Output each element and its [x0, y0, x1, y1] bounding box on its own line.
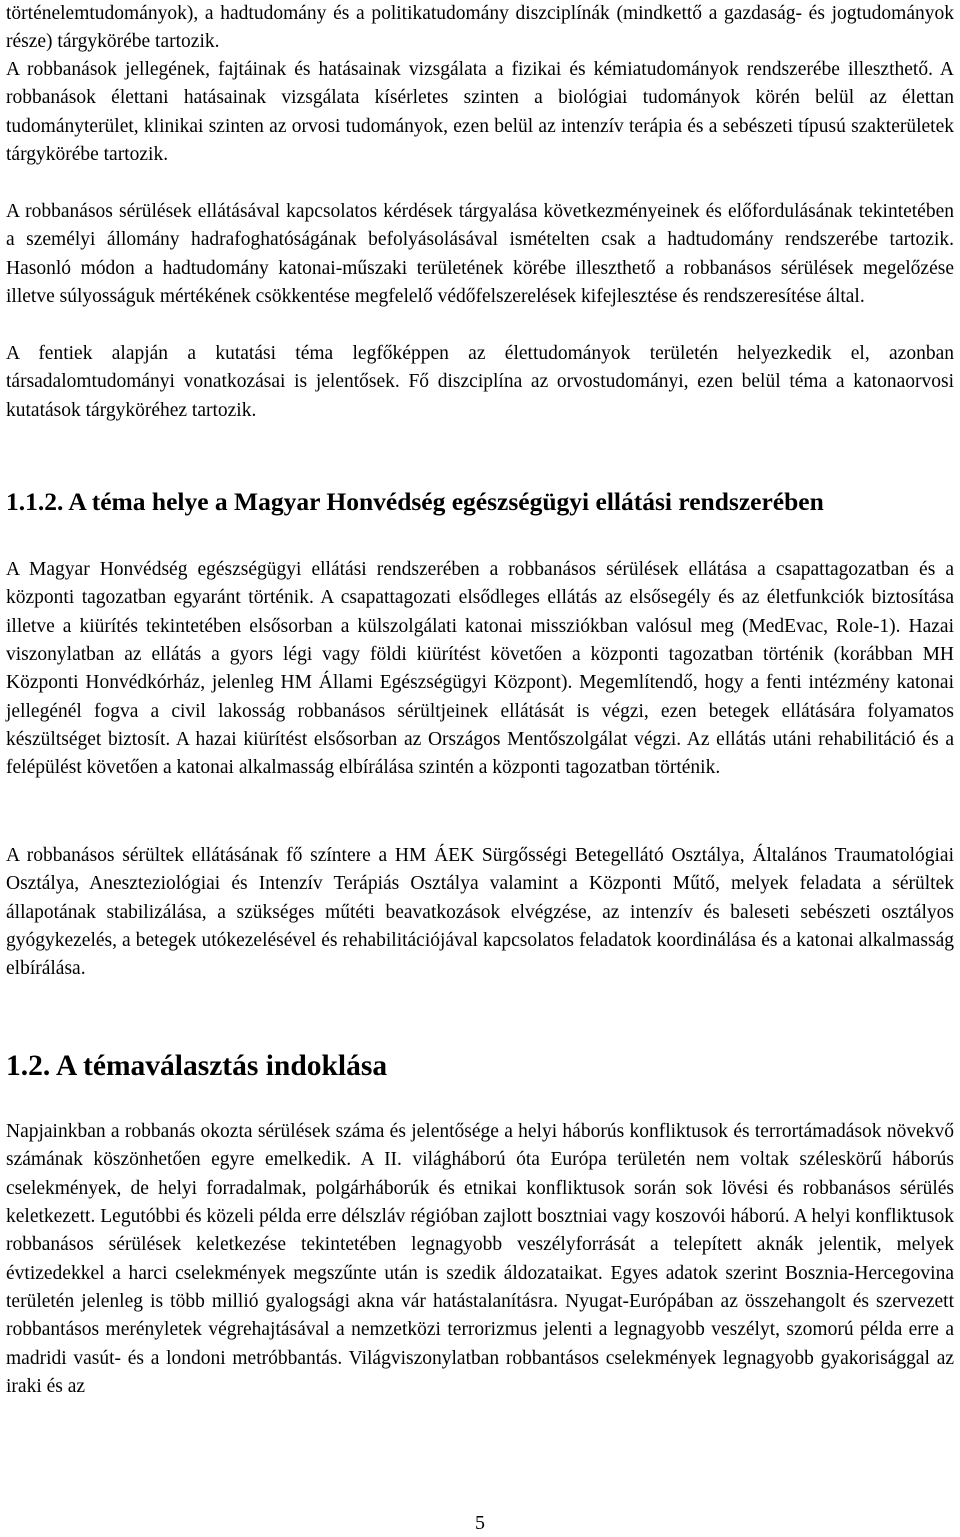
- section-heading-1-1-2: 1.1.2. A téma helye a Magyar Honvédség egészségügyi ellátási rendszerében: [6, 487, 824, 516]
- paragraph-topic-justification: Napjainkban a robbanás okozta sérülések száma és jelentősége a helyi háborús konfliktusok és terrortámadások növekvő számának köszönhetően egyre emelkedik. A II. világháború óta Európa területén nem voltak széleskörű háborús cselekmények, de helyi forradalmak, polgárháborúk és etnikai konfliktusok során sok lövési és robbanásos sérülés keletkezett. Legutóbbi és közeli példa erre délszláv régióban zajlott bosztniai vagy koszovói háború. A helyi konfliktusok robbanásos sérülések keletkezése tekintetében legnagyobb veszélyforrását a telepített aknák jelentik, melyek évtizedekkel a harci cselekmények megszűnte után is szedik áldozataikat. Egyes adatok szerint Bosznia-Hercegovina területén jelenleg is több millió gyalogsági akna vár hatástalanításra. Nyugat-Európában az összehangolt és szervezett robbantásos merényletek végrehajtásával a nemzetközi terrorizmus jelenti a legnagyobb veszélyt, szomorú példa erre a madridi vasút- és a londoni metróbbantás. Világviszonylatban robbantásos cselekmények legnagyobb gyakorisággal az iraki és az: [6, 1121, 954, 1398]
- paragraph-disciplines-continued: történelemtudományok), a hadtudomány és a politikatudomány diszciplínák (mindkettő a gazdaság- és jogtudományok része) tárgykörébe tartozik.: [6, 3, 954, 53]
- paragraph-explosion-studies: A robbanások jellegének, fajtáinak és hatásainak vizsgálata a fizikai és kémiatudományok rendszerébe illeszthető. A robbanások élettani hatásainak vizsgálata kísérletes szinten a biológiai tudományok körén belül az élettan tudományterület, klinikai szinten az orvosi tudományok, ezen belül az intenzív terápia és a sebészeti típusú szakterületek tárgykörébe tartozik.: [6, 59, 954, 166]
- page-number: 5: [475, 1512, 485, 1534]
- paragraph-research-field: A fentiek alapján a kutatási téma legfőképpen az élettudományok területén helyezkedik el, azonban társadalomtudományi vonatkozásai is jelentősek. Fő diszciplína az orvostudományi, ezen belül téma a katonaorvosi kutatások tárgyköréhez tartozik.: [6, 343, 954, 421]
- paragraph-injury-care: A robbanásos sérülések ellátásával kapcsolatos kérdések tárgyalása következményeinek és előfordulásának tekintetében a személyi állomány hadrafoghatóságának befolyásolásával ismételten csak a hadtudomány rendszerébe tartozik. Hasonló módon a hadtudomány katonai-műszaki területének körébe illeszthető a robbanásos sérülések megelőzése illetve súlyosságuk mértékének csökkentése megfelelő védőfelszerelések kifejlesztése és rendszeresítése által.: [6, 201, 954, 308]
- paragraph-treatment-units: A robbanásos sérültek ellátásának fő színtere a HM ÁEK Sürgősségi Betegellátó Osztálya, Általános Traumatológiai Osztálya, Aneszteziológiai és Intenzív Terápiás Osztálya valamint a Központi Műtő, melyek feladata a sérültek állapotának stabilizálása, a szükséges műtéti beavatkozások elvégzése, az intenzív és baleseti sebészeti osztályos gyógykezelés, a betegek utókezelésével és rehabilitációjával kapcsolatos feladatok koordinálása és a katonai alkalmasság elbírálása.: [6, 845, 954, 980]
- section-heading-1-2: 1.2. A témaválasztás indoklása: [6, 1050, 388, 1082]
- paragraph-health-system: A Magyar Honvédség egészségügyi ellátási rendszerében a robbanásos sérülések ellátása a csapattagozatban és a központi tagozatban egyaránt történik. A csapattagozati elsődleges ellátás az elsősegély és az életfunkciók biztosítása illetve a kiürítés tekintetében elsősorban a külszolgálati katonai missziókban valósul meg (MedEvac, Role-1). Hazai viszonylatban az ellátás a gyors légi vagy földi kiürítést követően a központi tagozatban történik (korábban MH Központi Honvédkórház, jelenleg HM Állami Egészségügyi Központ). Megemlítendő, hogy a fenti intézmény katonai jellegénél fogva a civil lakosság robbanásos sérültjeinek ellátását is végzi, ezen betegek ellátására folyamatos készültséget biztosít. A hazai kiürítést elsősorban az Országos Mentőszolgálat végzi. Az ellátás utáni rehabilitáció és a felépülést követően a katonai alkalmasság elbírálása szintén a központi tagozatban történik.: [6, 559, 954, 779]
